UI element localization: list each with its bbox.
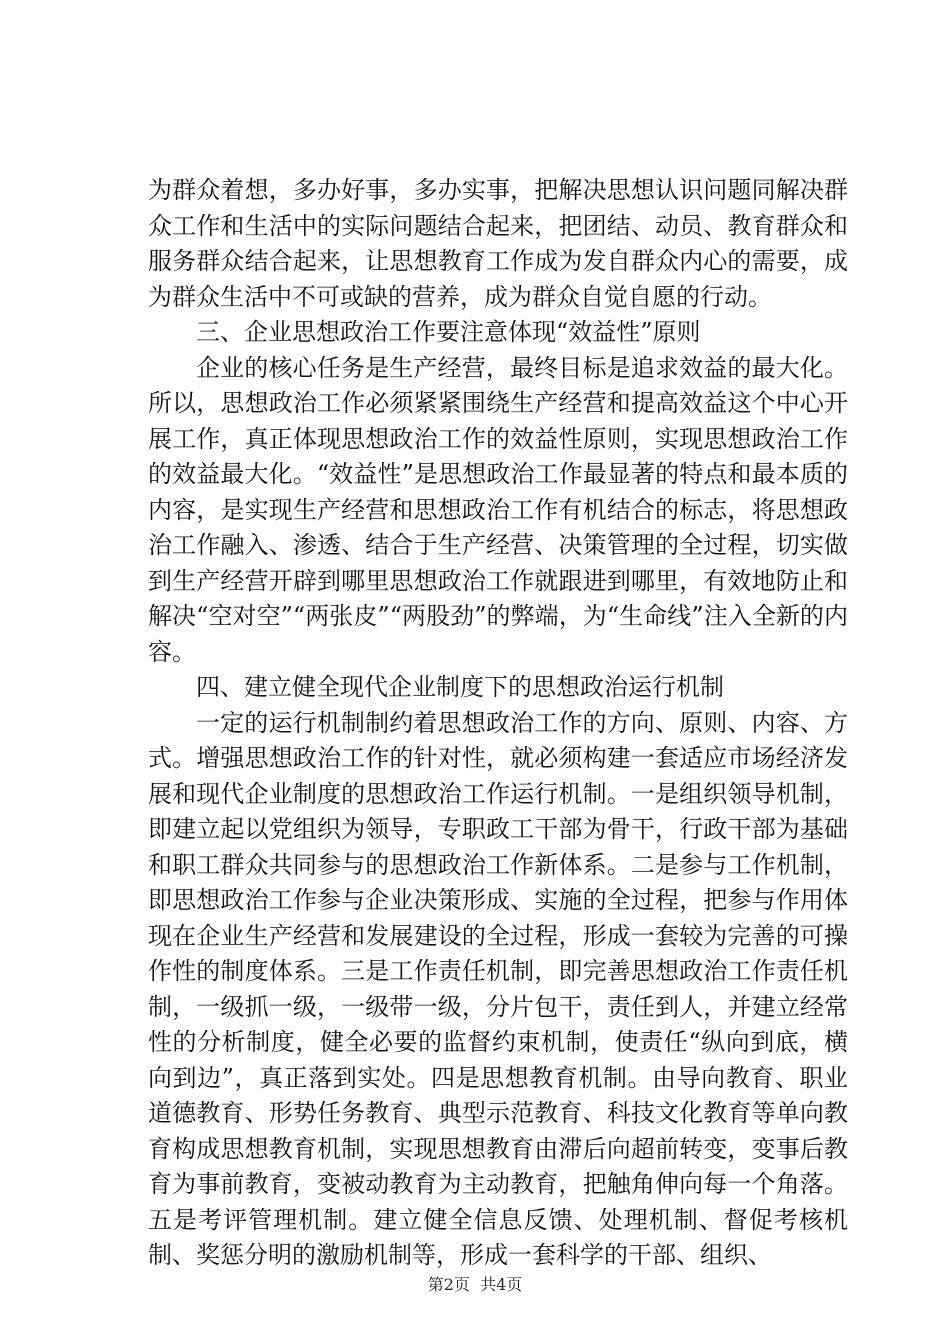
body-text: [148, 173, 848, 1274]
paragraph-operating-mechanism: 一定的运行机制制约着思想政治工作的方向、原则、内容、方式。增强思想政治工作的针对性，就必须构建一套适应市场经济发展和现代企业制度的思想政治工作运行机制。一是组织领导机制，即建立起以党组织为领导，专职政工干部为骨干，行政干部为基础和职工群众共同参与的思想政治工作新体系。二是参与工作机制，即思想政治工作参与企业决策形成、实施的全过程，把参与作用体现在企业生产经营和发展建设的全过程，形成一套较为完善的可操作性的制度体系。三是工作责任机制，即完善思想政治工作责任机制，一级抓一级，一级带一级，分片包干，责任到人，并建立经常性的分析制度，健全必要的监督约束机制，使责任“纵向到底，横向到边”，真正落到实处。四是思想教育机制。由导向教育、职业道德教育、形势任务教育、典型示范教育、科技文化教育等单向教育构成思想教育机制，实现思想教育由滞后向超前转变，变事后教育为事前教育，变被动教育为主动教育，把触角伸向每一个角落。五是考评管理机制。建立健全信息反馈、处理机制、督促考核机制、奖惩分明的激励机制等，形成一套科学的干部、组织、: [148, 708, 848, 1269]
paragraph-continuation: 为群众着想，多办好事，多办实事，把解决思想认识问题同解决群众工作和生活中的实际问题结合起来，把团结、动员、教育群众和服务群众结合起来，让思想教育工作成为发自群众内心的需要，成为群众生活中不可或缺的营养，成为群众自觉自愿的行动。: [148, 176, 848, 311]
section-heading-three: 三、企业思想政治工作要注意体现“效益性”原则: [196, 318, 701, 346]
paragraph-benefit-principle: 企业的核心任务是生产经营，最终目标是追求效益的最大化。所以，思想政治工作必须紧紧围绕生产经营和提高效益这个中心开展工作，真正体现思想政治工作的效益性原则，实现思想政治工作的效益最大化。“效益性”是思想政治工作最显著的特点和最本质的内容，是实现生产经营和思想政治工作有机结合的标志，将思想政治工作融入、渗透、结合于生产经营、决策管理的全过程，切实做到生产经营开辟到哪里思想政治工作就跟进到哪里，有效地防止和解决“空对空”“两张皮”“两股劲”的弊端，为“生命线”注入全新的内容。: [148, 353, 848, 666]
page-number: 第2页: [427, 1275, 470, 1294]
page-footer: [0, 1272, 950, 1295]
section-heading-four: 四、建立健全现代企业制度下的思想政治运行机制: [196, 673, 724, 701]
page-total: 共4页: [480, 1275, 523, 1294]
footer-spacer: [470, 1275, 480, 1294]
